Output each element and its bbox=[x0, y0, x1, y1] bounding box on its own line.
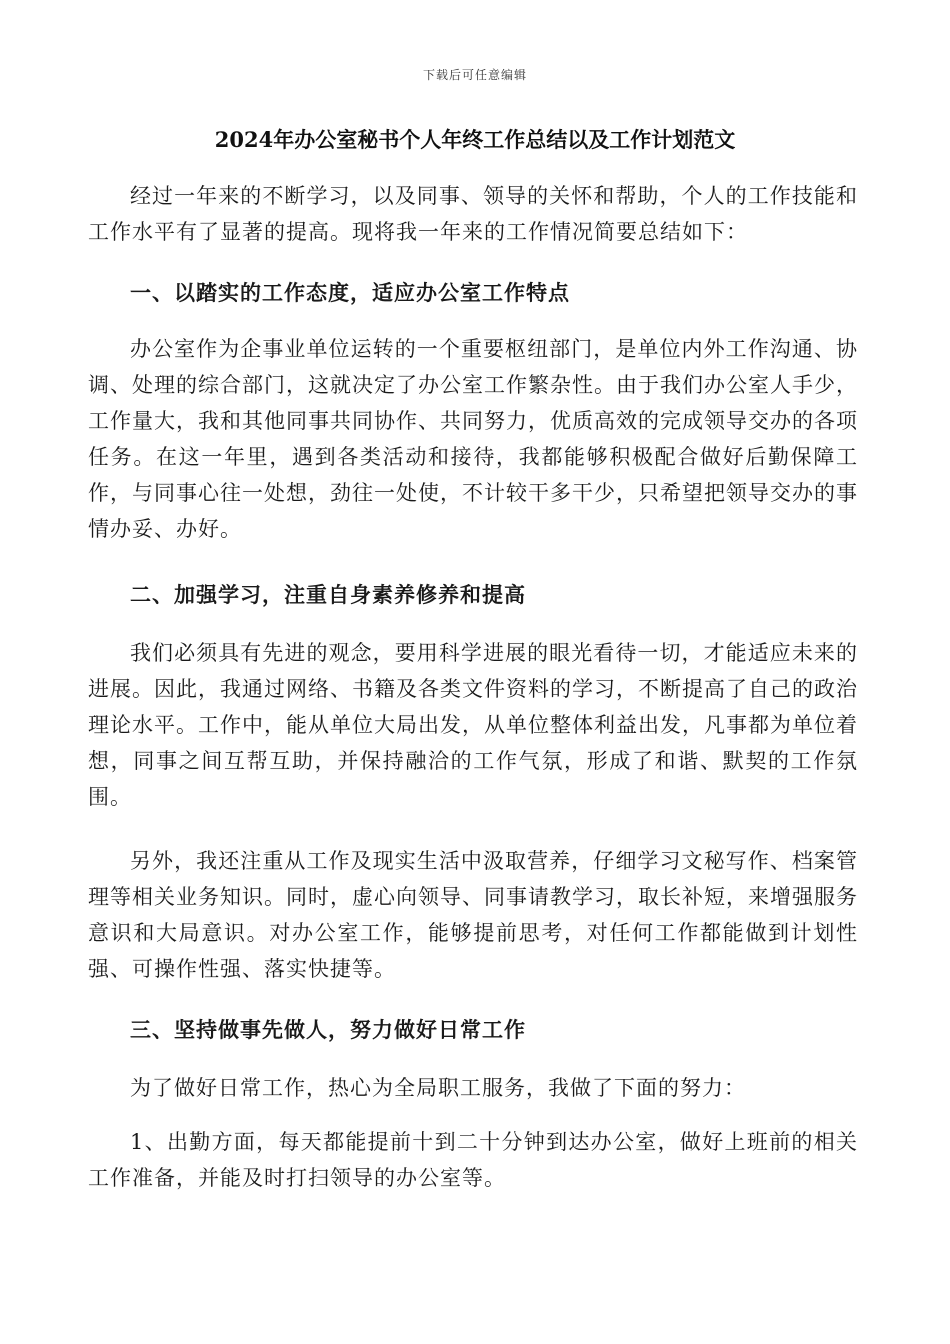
section-3-heading: 三、坚持做事先做人，努力做好日常工作 bbox=[130, 1017, 526, 1042]
document-title: 2024年办公室秘书个人年终工作总结以及工作计划范文 bbox=[214, 127, 736, 152]
section-2-paragraph-2: 另外，我还注重从工作及现实生活中汲取营养，仔细学习文秘写作、档案管理等相关业务知识。同时，虚心向领导、同事请教学习，取长补短，来增强服务意识和大局意识。对办公室工作，能够提前思考，对任何工作都能做到计划性强、可操作性强、落实快捷等。 bbox=[88, 849, 858, 981]
header-note: 下载后可任意编辑 bbox=[422, 68, 527, 82]
section-1-heading: 一、以踏实的工作态度，适应办公室工作特点 bbox=[130, 280, 570, 305]
section-2-heading: 二、加强学习，注重自身素养修养和提高 bbox=[130, 582, 526, 607]
section-2-paragraph-1: 我们必须具有先进的观念，要用科学进展的眼光看待一切，才能适应未来的进展。因此，我通过网络、书籍及各类文件资料的学习，不断提高了自己的政治理论水平。工作中，能从单位大局出发，从单位整体利益出发，凡事都为单位着想，同事之间互帮互助，并保持融洽的工作气氛，形成了和谐、默契的工作氛围。 bbox=[88, 641, 858, 809]
section-3-paragraph-1: 为了做好日常工作，热心为全局职工服务，我做了下面的努力： bbox=[130, 1076, 746, 1100]
section-1-paragraph: 办公室作为企事业单位运转的一个重要枢纽部门，是单位内外工作沟通、协调、处理的综合部门，这就决定了办公室工作繁杂性。由于我们办公室人手少，工作量大，我和其他同事共同协作、共同努力，优质高效的完成领导交办的各项任务。在这一年里，遇到各类活动和接待，我都能够积极配合做好后勤保障工作，与同事心往一处想，劲往一处使，不计较干多干少，只希望把领导交办的事情办妥、办好。 bbox=[88, 337, 858, 541]
section-3-paragraph-2: 1、出勤方面，每天都能提前十到二十分钟到达办公室，做好上班前的相关工作准备，并能及时打扫领导的办公室等。 bbox=[88, 1130, 858, 1190]
intro-paragraph: 经过一年来的不断学习，以及同事、领导的关怀和帮助，个人的工作技能和工作水平有了显著的提高。现将我一年来的工作情况简要总结如下： bbox=[88, 184, 858, 244]
